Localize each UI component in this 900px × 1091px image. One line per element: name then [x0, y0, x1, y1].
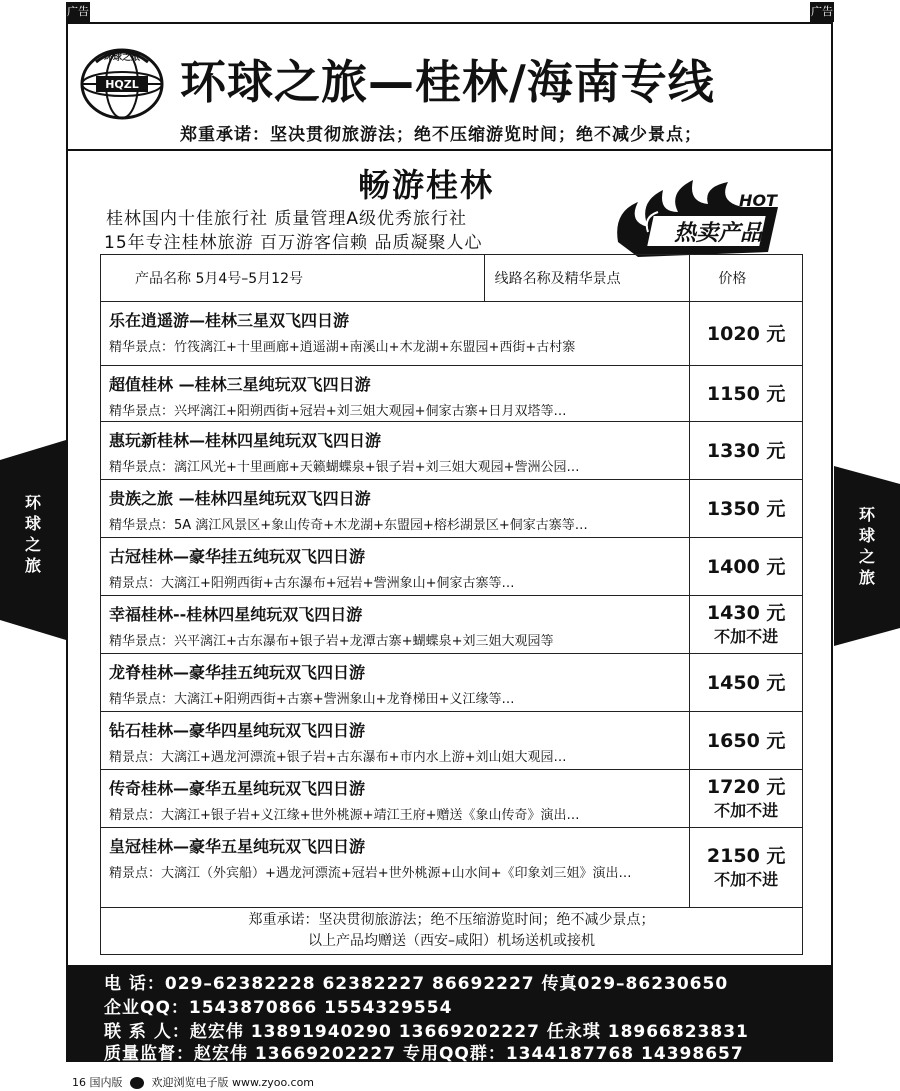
tour-highlights: 精华景点：竹筏漓江+十里画廊+逍遥湖+南溪山+木龙湖+东盟园+西街+古村寨 [109, 340, 576, 355]
header-route: 线路名称及精华景点 [484, 255, 690, 302]
price-note: 不加不进 [714, 800, 779, 820]
tour-price: 1430 元 [706, 601, 786, 624]
advert-frame [66, 22, 833, 1062]
header-price: 价格 [690, 255, 803, 302]
tour-price-cell [690, 654, 803, 712]
promise-banner: 郑重承诺：坚决贯彻旅游法；绝不压缩游览时间；绝不减少景点； [180, 125, 702, 145]
tour-name: 钻石桂林—豪华四星纯玩双飞四日游 [109, 721, 366, 740]
contact-phone: 电 话：029–62382228 62382227 86692227 传真029–86230650 [104, 974, 729, 994]
side-label-right: 环球之旅 [858, 505, 875, 587]
page-footer [72, 1074, 314, 1090]
tour-highlights: 精华景点：漓江风光+十里画廊+天籁蝴蝶泉+银子岩+刘三姐大观园+訾洲公园… [109, 460, 580, 475]
table-row [101, 654, 803, 712]
tour-name: 贵族之旅 —桂林四星纯玩双飞四日游 [109, 489, 371, 508]
tour-highlights: 精景点：大漓江+银子岩+义江缘+世外桃源+靖江王府+赠送《象山传奇》演出… [109, 808, 580, 823]
tour-cell [101, 596, 690, 654]
tour-highlights: 精景点：大漓江+遇龙河漂流+银子岩+古东瀑布+市内水上游+刘山姐大观园… [109, 750, 567, 765]
ad-corner-right: 广告 [810, 2, 834, 22]
hot-badge-cn: 热卖产品 [673, 221, 763, 246]
table-row [101, 538, 803, 596]
price-note: 不加不进 [714, 869, 779, 889]
tour-name: 龙脊桂林—豪华挂五纯玩双飞四日游 [109, 663, 366, 682]
table-row [101, 770, 803, 828]
tour-table [100, 254, 803, 955]
table-header [101, 255, 803, 302]
contact-block [68, 965, 831, 1064]
table-row [101, 422, 803, 480]
tour-price-cell [690, 538, 803, 596]
footer-note-cell [101, 908, 803, 955]
tour-price: 1020 元 [706, 322, 786, 345]
contact-supervision: 质量监督：赵宏伟 13669202227 专用QQ群：1344187768 14398657 [104, 1044, 744, 1064]
tour-cell [101, 480, 690, 538]
table-row [101, 480, 803, 538]
tour-price-cell [690, 596, 803, 654]
table-row [101, 596, 803, 654]
contact-person: 联 系 人：赵宏伟 13891940290 13669202227 任永琪 18966823831 [104, 1022, 749, 1042]
tour-price-cell [690, 770, 803, 828]
table-row [101, 712, 803, 770]
tour-price-cell [690, 302, 803, 366]
tour-price: 1150 元 [706, 382, 786, 405]
tour-highlights: 精华景点：兴平漓江+古东瀑布+银子岩+龙潭古寨+蝴蝶泉+刘三姐大观园等 [109, 634, 554, 649]
tour-name: 惠玩新桂林—桂林四星纯玩双飞四日游 [109, 431, 382, 450]
tour-price-cell [690, 480, 803, 538]
tour-price-cell [690, 712, 803, 770]
tour-cell [101, 654, 690, 712]
table-row [101, 302, 803, 366]
table-footer [101, 908, 803, 955]
tour-price: 1350 元 [706, 497, 786, 520]
tour-cell [101, 422, 690, 480]
tour-highlights: 精景点：大漓江+阳朔西街+古东瀑布+冠岩+訾洲象山+侗家古寨等… [109, 576, 515, 591]
table-row [101, 366, 803, 422]
footer-promise: 郑重承诺：坚决贯彻旅游法；绝不压缩游览时间；绝不减少景点； [248, 912, 655, 928]
tour-name: 古冠桂林—豪华挂五纯玩双飞四日游 [109, 547, 366, 566]
tour-cell [101, 538, 690, 596]
tour-name: 乐在逍遥游—桂林三星双飞四日游 [109, 311, 350, 330]
tour-cell [101, 828, 690, 908]
tour-price-cell [690, 422, 803, 480]
tour-price-cell [690, 366, 803, 422]
tour-price: 2150 元 [706, 844, 786, 867]
tour-highlights: 精华景点：兴坪漓江+阳朔西街+冠岩+刘三姐大观园+侗家古寨+日月双塔等… [109, 404, 567, 419]
tour-cell [101, 712, 690, 770]
tour-price-cell [690, 828, 803, 908]
section-title: 畅游桂林 [358, 166, 495, 204]
main-title: 环球之旅—桂林/海南专线 [180, 55, 715, 109]
tour-price: 1330 元 [706, 439, 786, 462]
header [68, 24, 831, 151]
price-note: 不加不进 [714, 626, 779, 646]
tagline-2: 15年专注桂林旅游 百万游客信赖 品质凝聚人心 [104, 233, 483, 253]
logo-text: 环球之旅 [103, 53, 141, 63]
tour-price: 1650 元 [706, 729, 786, 752]
ad-corner-left: 广告 [66, 2, 90, 22]
tour-cell [101, 302, 690, 366]
tour-highlights: 精华景点：大漓江+阳朔西街+古寨+訾洲象山+龙脊梯田+义江缘等… [109, 692, 515, 707]
globe-logo-icon [76, 42, 168, 122]
header-product: 产品名称 5月4号–5月12号 [101, 255, 485, 302]
tour-price: 1400 元 [706, 555, 786, 578]
magazine-icon [130, 1077, 144, 1089]
tour-price: 1450 元 [706, 671, 786, 694]
table-row [101, 828, 803, 908]
tour-cell [101, 770, 690, 828]
tour-highlights: 精华景点：5A 漓江风景区+象山传奇+木龙湖+东盟园+榕杉湖景区+侗家古寨等… [109, 518, 588, 533]
tour-name: 超值桂林 —桂林三星纯玩双飞四日游 [109, 375, 371, 394]
logo-letters: HQZL [105, 78, 139, 91]
page-number: 16 国内版 [72, 1076, 123, 1089]
tour-name: 皇冠桂林—豪华五星纯玩双飞四日游 [109, 837, 366, 856]
tour-price: 1720 元 [706, 775, 786, 798]
footer-text: 欢迎浏览电子版 www.zyoo.com [151, 1076, 315, 1089]
tour-highlights: 精景点：大漓江（外宾船）+遇龙河漂流+冠岩+世外桃源+山水间+《印象刘三姐》演出… [109, 866, 632, 881]
footer-airport-note: 以上产品均赠送（西安–咸阳）机场送机或接机 [308, 933, 595, 949]
tour-name: 幸福桂林--桂林四星纯玩双飞四日游 [109, 605, 363, 624]
hot-product-badge-icon [608, 172, 798, 262]
tagline-1: 桂林国内十佳旅行社 质量管理A级优秀旅行社 [106, 209, 468, 229]
hot-badge-en: HOT [739, 191, 777, 210]
tour-cell [101, 366, 690, 422]
tour-name: 传奇桂林—豪华五星纯玩双飞四日游 [109, 779, 366, 798]
side-label-left: 环球之旅 [24, 493, 41, 575]
contact-qq: 企业QQ：1543870866 1554329554 [104, 998, 453, 1018]
